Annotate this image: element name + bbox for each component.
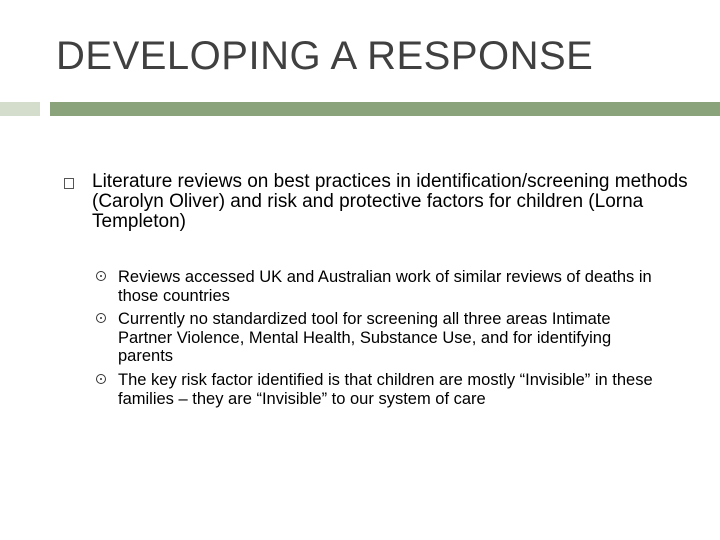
title-accent-bar-short [0, 102, 40, 116]
sub-bullet-text: The key risk factor identified is that children are mostly “Invisible” in these families – they are “Invisible” to our system of care [118, 371, 653, 408]
circle-dot-bullet-icon [96, 374, 106, 384]
slide-title: DEVELOPING A RESPONSE [56, 34, 594, 78]
bullet-text-main: Literature reviews on best practices in identification/screening methods (Carolyn Oliver) and risk and protective factors for children (Lorna Templeton) [92, 171, 688, 232]
circle-dot-bullet-icon [96, 313, 106, 323]
square-bullet-icon [64, 178, 74, 189]
sub-bullet-text: Reviews accessed UK and Australian work of similar reviews of deaths in those countries [118, 268, 652, 305]
sub-bullet-text: Currently no standardized tool for screening all three areas Intimate Partner Violence, Mental Health, Substance Use, and for identifying parents [118, 310, 612, 365]
circle-dot-bullet-icon [96, 271, 106, 281]
title-accent-bar-long [50, 102, 720, 116]
